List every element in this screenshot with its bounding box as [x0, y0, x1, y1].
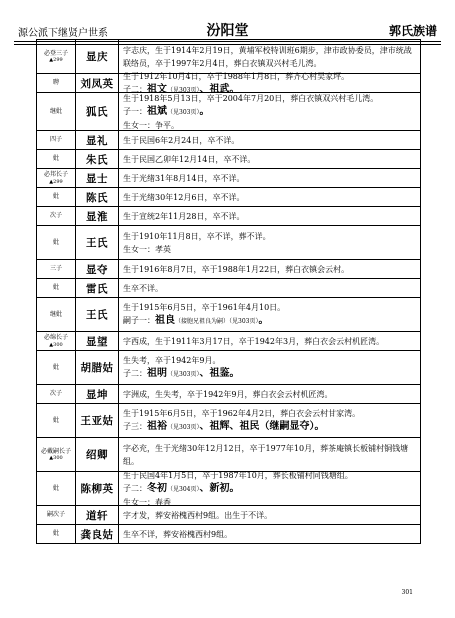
- table-row: [37, 332, 420, 351]
- biography-text: 字西成，生于1911年3月17日，卒于1942年3月，葬白衣会云村机匠湾。: [123, 336, 385, 346]
- description-cell: [119, 131, 420, 149]
- page-reference: ▲300: [49, 455, 63, 462]
- relation-cell: [37, 188, 75, 206]
- relation-label: 妣: [52, 284, 59, 292]
- page-header: [14, 18, 441, 40]
- table-row: [37, 279, 420, 298]
- children-line: [123, 367, 416, 381]
- page-reference: ▲299: [49, 178, 63, 185]
- person-name: 雷氏: [75, 279, 119, 297]
- relation-cell: [37, 506, 75, 524]
- page-reference: ▲299: [49, 57, 63, 64]
- children-label: 子二：: [123, 483, 147, 493]
- relation-label: 妣: [52, 484, 59, 492]
- description-cell: [119, 438, 420, 471]
- children-others: 、祖武。: [199, 83, 240, 95]
- description-cell: [119, 332, 420, 350]
- description-cell: [119, 385, 420, 403]
- description-cell: [119, 506, 420, 524]
- children-note: （见303页）: [167, 108, 200, 116]
- description-cell: [119, 260, 420, 278]
- description-cell: [119, 279, 420, 297]
- relation-label: 必戴嗣长子: [40, 447, 71, 455]
- person-name: 显夺: [75, 260, 119, 278]
- header-lineage-title: 源公派下继贤户世系: [18, 28, 108, 39]
- children-label: 子一：: [123, 106, 147, 116]
- table-row: [37, 207, 420, 226]
- biography-text: 字志庆，生于1914年2月19日，黄埔军校特训班6期步，津市政协委员，津市统战联络员，卒于1997年2月4日，葬白衣镇双兴村毛儿湾。: [123, 45, 412, 68]
- relation-label: 继妣: [49, 310, 62, 318]
- children-note: （见303页）: [167, 371, 200, 378]
- biography-text: 字必充，生于光绪30年12月12日，卒于1977年10月，葬茶庵镇长板铺村铜钱塘组。: [123, 443, 409, 466]
- biography-text: 生于光绪30年12月6日，卒不详。: [123, 192, 245, 202]
- table-row: [37, 93, 420, 131]
- children-label: 子二：: [123, 84, 147, 94]
- biography-text: 生于1912年10月4日，卒于1988年1月8日，葬齐心村吴家坪。: [123, 71, 350, 81]
- table-row: [37, 506, 420, 525]
- table-row: [37, 438, 420, 472]
- relation-label: 妣: [52, 363, 59, 371]
- children-label: 子二：: [123, 369, 147, 378]
- relation-cell: [37, 385, 75, 403]
- table-row: [37, 298, 420, 332]
- relation-label: 妣: [52, 193, 59, 201]
- person-name: 显士: [75, 169, 119, 187]
- biography-text: 生于民国6年2月24日，卒不详。: [123, 135, 240, 145]
- relation-label: 嗣次子: [46, 511, 65, 519]
- table-row: [37, 131, 420, 150]
- children-line: [123, 482, 416, 496]
- relation-cell: [37, 93, 75, 130]
- children-label: 子三：: [123, 422, 147, 431]
- children-note: （接胞兄祖良为嗣）（见303页）: [175, 318, 259, 325]
- children-others: 、新初。: [199, 482, 240, 494]
- daughters-line: 生女一：争平。: [123, 120, 179, 130]
- biography-text: 生于1915年6月5日，卒于1961年4月10日。: [123, 303, 286, 312]
- person-name: 显淮: [75, 207, 119, 225]
- relation-label: 四子: [49, 136, 62, 144]
- children-names: 祖斌: [147, 105, 167, 117]
- children-others: 。: [199, 105, 210, 117]
- person-name: 刘凤英: [75, 74, 119, 92]
- header-book-title: 郭氏族谱: [388, 24, 437, 38]
- description-cell: [119, 207, 420, 225]
- person-name: 王亚姑: [75, 404, 119, 437]
- table-row: [37, 351, 420, 385]
- relation-cell: [37, 131, 75, 149]
- relation-label: 三子: [49, 265, 62, 273]
- page-reference: ▲300: [49, 341, 63, 348]
- relation-cell: [37, 226, 75, 259]
- description-cell: [119, 226, 420, 259]
- person-name: 王氏: [75, 298, 119, 331]
- children-note: （见304页）: [167, 485, 200, 493]
- page-number: 301: [401, 589, 413, 596]
- relation-label: 妣: [52, 530, 59, 538]
- children-names: 祖裕: [147, 421, 167, 432]
- table-row: [37, 260, 420, 279]
- table-row: [37, 472, 420, 506]
- person-name: 朱氏: [75, 150, 119, 168]
- person-name: 胡腊姑: [75, 351, 119, 384]
- person-name: 狐氏: [75, 93, 119, 130]
- description-cell: [119, 93, 420, 130]
- relation-cell: [37, 438, 75, 471]
- table-row: [37, 404, 420, 438]
- biography-text: 生于1910年11月8日，卒不详，葬不详。: [123, 231, 271, 241]
- relation-cell: [37, 260, 75, 278]
- children-note: （见303页）: [167, 86, 200, 94]
- relation-cell: [37, 525, 75, 543]
- relation-cell: [37, 40, 75, 73]
- relation-cell: [37, 279, 75, 297]
- children-line: [123, 314, 416, 328]
- children-names: 祖良: [155, 315, 175, 326]
- person-name: 道轩: [75, 506, 119, 524]
- person-name: 龚良姑: [75, 525, 119, 543]
- relation-label: 妣: [52, 238, 59, 246]
- children-line: [123, 105, 416, 119]
- biography-text: 生失考，卒于1942年9月。: [123, 356, 221, 365]
- biography-text: 生于1918年5月13日，卒于2004年7月20日，葬白衣镇双兴村毛儿湾。: [123, 93, 379, 103]
- table-row: [37, 385, 420, 404]
- person-name: 显望: [75, 332, 119, 350]
- relation-cell: [37, 332, 75, 350]
- relation-label: 次子: [49, 390, 62, 398]
- relation-cell: [37, 404, 75, 437]
- relation-cell: [37, 351, 75, 384]
- biography-text: 生于1915年6月5日，卒于1962年4月2日，葬白衣会云村甘家湾。: [123, 409, 361, 418]
- description-cell: [119, 169, 420, 187]
- person-name: 显礼: [75, 131, 119, 149]
- relation-cell: [37, 74, 75, 92]
- biography-text: 字洲成，生失考，卒于1942年9月，葬白衣会云村机匠湾。: [123, 389, 333, 399]
- person-name: 显坤: [75, 385, 119, 403]
- biography-text: 生于民国4年1月5日，卒于1987年10月，葬长板铺村同钱塘组。: [123, 470, 353, 480]
- relation-cell: [37, 169, 75, 187]
- children-line: [123, 420, 416, 434]
- relation-label: 次子: [49, 212, 62, 220]
- relation-label: 必登三子: [43, 49, 68, 57]
- relation-cell: [37, 150, 75, 168]
- description-cell: [119, 404, 420, 437]
- description-cell: [119, 298, 420, 331]
- description-cell: [119, 150, 420, 168]
- table-row: [37, 71, 420, 95]
- biography-text: 字才发，葬安裕槐西村9组。出生于不详。: [123, 510, 273, 520]
- children-others: 、祖鉴。: [199, 368, 240, 379]
- relation-label: 继妣: [49, 107, 62, 115]
- genealogy-table: [36, 39, 421, 544]
- description-cell: [119, 472, 420, 505]
- daughters-line: 生女一：孝英: [123, 244, 171, 254]
- table-row: [37, 169, 420, 188]
- description-cell: [119, 188, 420, 206]
- children-names: 祖明: [147, 368, 167, 379]
- relation-cell: [37, 207, 75, 225]
- description-cell: [119, 40, 420, 73]
- table-row: [37, 188, 420, 207]
- table-row: [37, 525, 420, 544]
- table-row: [37, 150, 420, 169]
- biography-text: 生于1916年8月7日，卒于1988年1月22日，葬白衣镇会云村。: [123, 264, 350, 274]
- table-row: [37, 226, 420, 260]
- relation-cell: [37, 472, 75, 505]
- children-note: （见303页）: [167, 424, 200, 431]
- children-others: 、祖辉、祖民（继嗣显夺）。: [199, 421, 325, 432]
- daughters-line: 生女一：春香: [123, 497, 171, 507]
- description-cell: [119, 351, 420, 384]
- children-names: 祖文: [147, 83, 167, 95]
- biography-text: 生卒不详。: [123, 283, 163, 293]
- biography-text: 生于光绪31年8月14日，卒不详。: [123, 173, 245, 183]
- relation-label: 妣: [52, 155, 59, 163]
- biography-text: 生卒不详，葬安裕槐西村9组。: [123, 529, 233, 539]
- relation-label: 必绵长子: [43, 334, 68, 342]
- children-label: 嗣子一：: [123, 316, 155, 325]
- biography-text: 生于民国乙卯年12月14日，卒不详。: [123, 154, 256, 164]
- header-hall-name: 汾阳堂: [206, 23, 249, 39]
- person-name: 显庆: [75, 40, 119, 73]
- description-cell: [119, 525, 420, 543]
- person-name: 王氏: [75, 226, 119, 259]
- person-name: 陈氏: [75, 188, 119, 206]
- biography-text: 生于宣统2年11月28日，卒不详。: [123, 211, 245, 221]
- relation-label: 聘: [52, 79, 59, 87]
- relation-label: 必邦长子: [43, 171, 68, 179]
- children-others: 。: [258, 315, 269, 326]
- person-name: 陈柳英: [75, 472, 119, 505]
- person-name: 绍卿: [75, 438, 119, 471]
- relation-cell: [37, 298, 75, 331]
- description-cell: [119, 71, 420, 95]
- relation-label: 妣: [52, 416, 59, 424]
- children-names: 冬初: [147, 482, 167, 494]
